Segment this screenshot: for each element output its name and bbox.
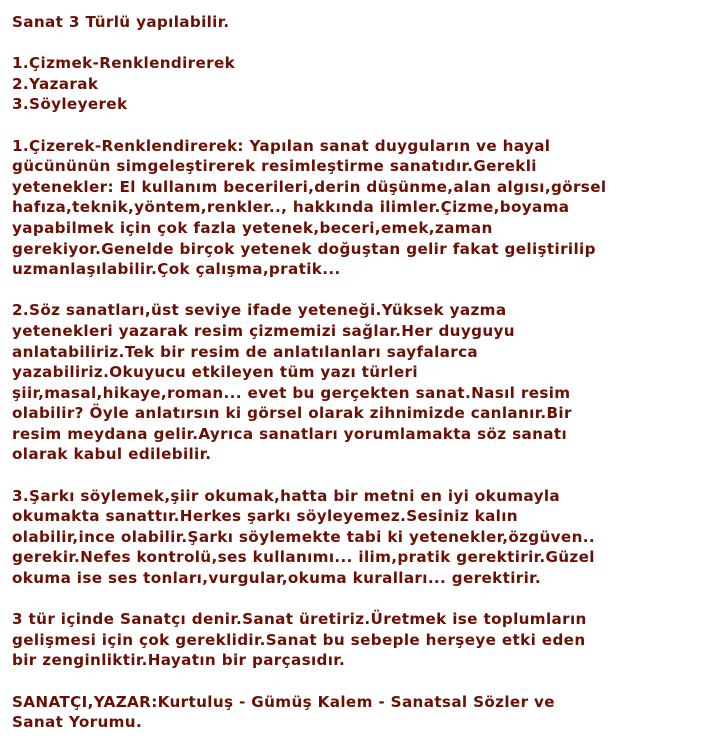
text-line: 1.Çizerek-Renklendirerek: Yapılan sanat duyguların ve hayal (12, 136, 551, 155)
spacer (12, 33, 708, 54)
spacer (12, 115, 708, 136)
text-line: resim meydana gelir.Ayrıca sanatları yorumlamakta söz sanatı (12, 424, 568, 443)
text-line: bir zenginliktir.Hayatın bir parçasıdır. (12, 651, 346, 670)
text-line: yetenekleri yazarak resim çizmemizi sağlar.Her duyguyu (12, 321, 515, 340)
paragraph-singing (12, 486, 708, 589)
list-item: 3.Söyleyerek (12, 95, 128, 114)
text-line: gerekir.Nefes kontrolü,ses kullanımı... ilim,pratik gerektirir.Güzel (12, 548, 595, 567)
heading: Sanat 3 Türlü yapılabilir. (12, 13, 230, 31)
paragraph-drawing (12, 136, 708, 280)
text-line: yazabiliriz.Okuyucu etkileyen tüm yazı türleri (12, 363, 418, 382)
text-line: anlatabiliriz.Tek bir resim de anlatılanları sayfalarca (12, 342, 479, 361)
spacer (12, 280, 708, 301)
text-line: yetenekler: El kullanım becerileri,derin düşünme,alan algısı,görsel (12, 177, 607, 196)
text-line: gücününün simgeleştirerek resimleştirme sanatıdır.Gerekli (12, 157, 537, 176)
text-line: uzmanlaşılabilir.Çok çalışma,pratik... (12, 260, 341, 279)
text-line: olabilir? Öyle anlatırsın ki görsel olarak zihnimizde canlanır.Bir (12, 404, 572, 423)
text-line: 3.Şarkı söylemek,şiir okumak,hatta bir metni en iyi okumayla (12, 486, 560, 505)
text-line: şiir,masal,hikaye,roman... evet bu gerçekten sanat.Nasıl resim (12, 383, 571, 402)
text-line: Sanat Yorumu. (12, 713, 143, 732)
text-line: gelişmesi için çok gereklidir.Sanat bu sebeple herşeye etki eden (12, 630, 586, 649)
text-line: 3 tür içinde Sanatçı denir.Sanat üretiriz.Üretmek ise toplumların (12, 610, 587, 629)
spacer (12, 589, 708, 610)
paragraph-summary (12, 609, 708, 671)
text-line: gerekiyor.Genelde birçok yetenek doğuştan gelir fakat geliştirilip (12, 239, 596, 258)
text-line: yapabilmek için çok fazla yetenek,beceri,emek,zaman (12, 218, 493, 237)
text-line: olabilir,ince olabilir.Şarkı söylemekte tabi ki yetenekler,özgüven.. (12, 527, 595, 546)
paragraph-writing (12, 300, 708, 465)
text-line: okuma ise ses tonları,vurgular,okuma kuralları... gerektirir. (12, 569, 541, 588)
text-line: 2.Söz sanatları,üst seviye ifade yeteneği.Yüksek yazma (12, 301, 507, 320)
document-body (12, 12, 708, 733)
text-line: okumakta sanattır.Herkes şarkı söyleyemez.Sesiniz kalın (12, 507, 518, 526)
paragraph-signature (12, 692, 708, 733)
list-item: 2.Yazarak (12, 74, 99, 93)
text-line: hafıza,teknik,yöntem,renkler.., hakkında ilimler.Çizme,boyama (12, 198, 570, 217)
list-item: 1.Çizmek-Renklendirerek (12, 54, 236, 73)
spacer (12, 465, 708, 486)
spacer (12, 671, 708, 692)
text-line: olarak kabul edilebilir. (12, 445, 212, 464)
text-line: SANATÇI,YAZAR:Kurtuluş - Gümüş Kalem - Sanatsal Sözler ve (12, 692, 555, 711)
